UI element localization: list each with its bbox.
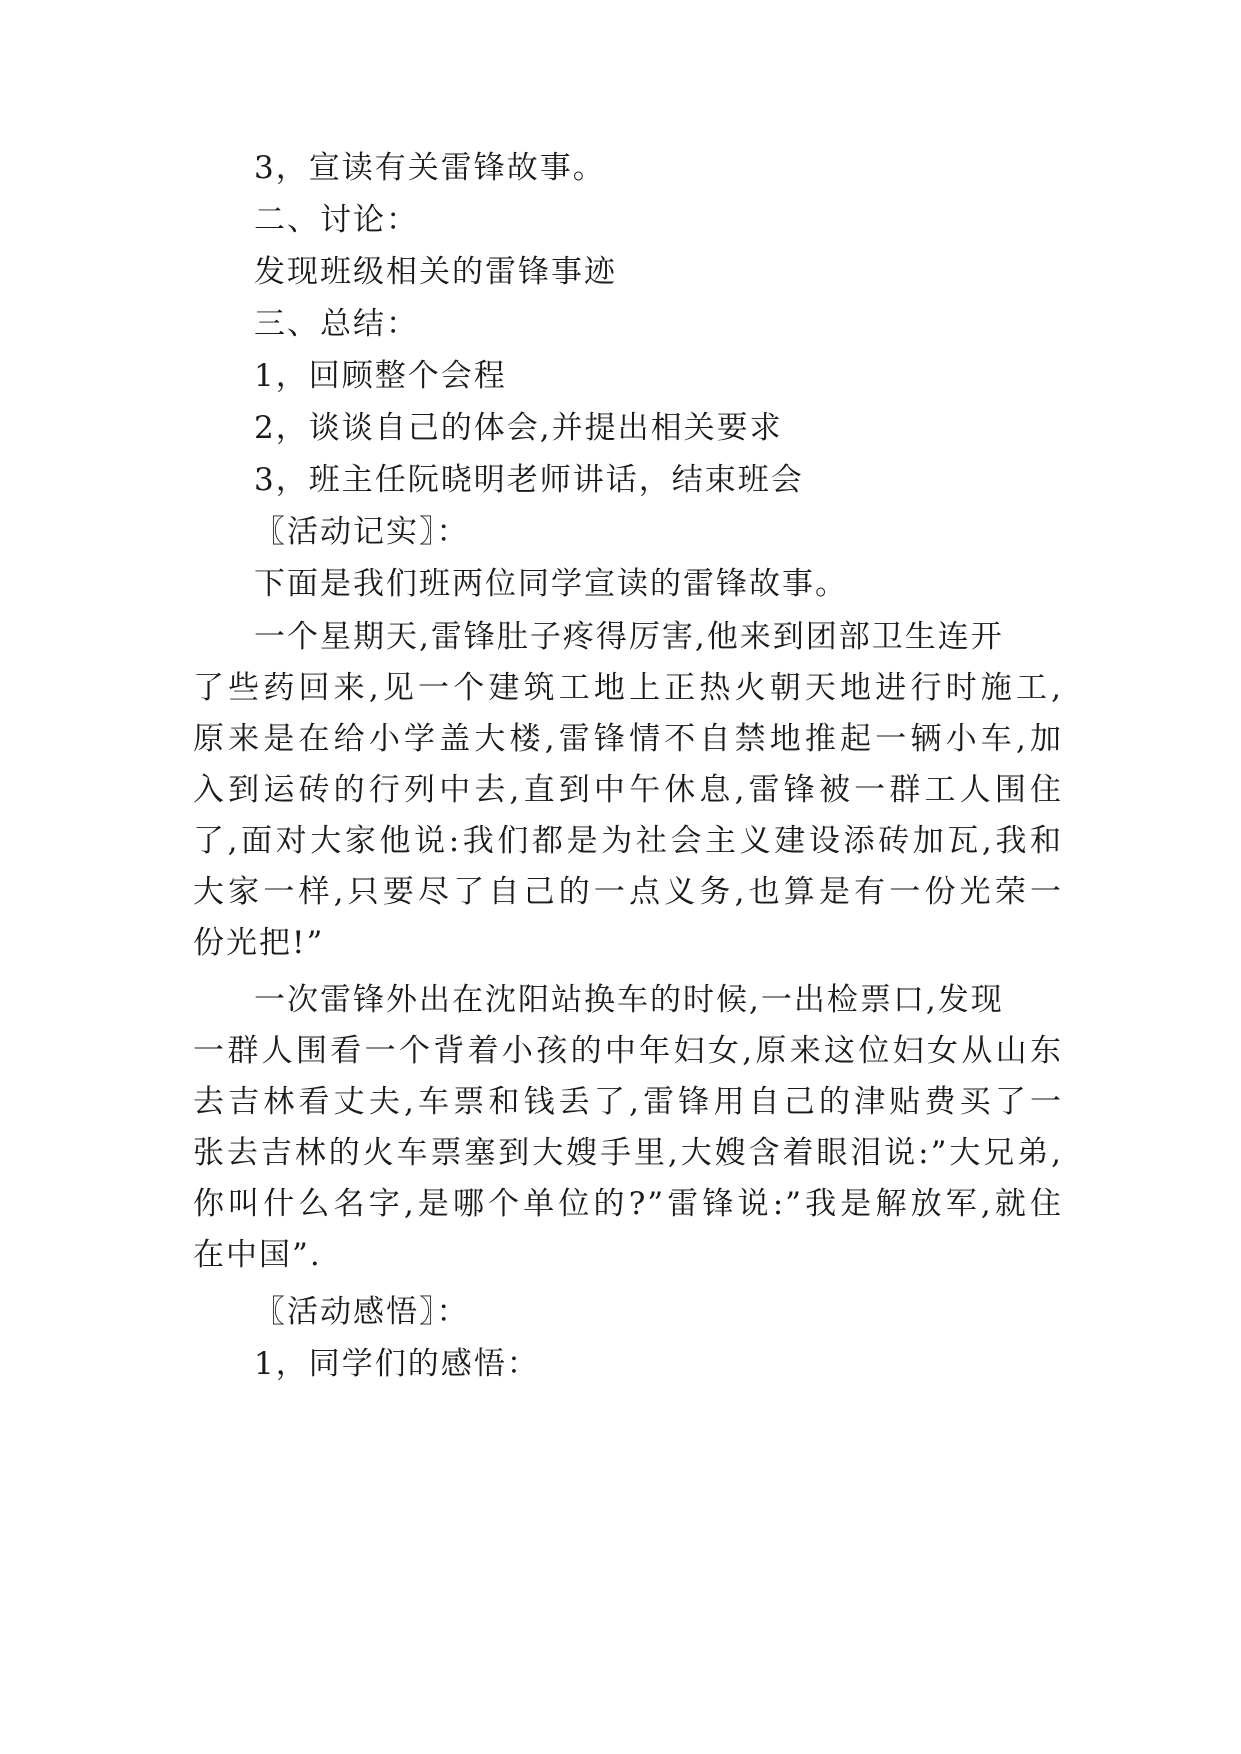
section-heading-summary: 三、总结：	[254, 306, 419, 342]
text-line: 2，谈谈自己的体会,并提出相关要求	[254, 410, 783, 446]
text-line: 发现班级相关的雷锋事迹	[254, 254, 617, 290]
paragraph-line: 一次雷锋外出在沈阳站换车的时候,一出检票口,发现	[254, 982, 1004, 1018]
paragraph-line: 去吉林看丈夫,车票和钱丢了,雷锋用自己的津贴费买了一	[193, 1084, 1063, 1120]
paragraph-line: 份光把!”	[193, 925, 325, 961]
text-line: 1，回顾整个会程	[254, 358, 507, 394]
section-heading-activity-record: 〖活动记实〗：	[254, 514, 470, 550]
text-line: 下面是我们班两位同学宣读的雷锋故事。	[254, 566, 848, 602]
text-line: 3，班主任阮晓明老师讲话，结束班会	[254, 462, 804, 498]
paragraph-line: 一个星期天,雷锋肚子疼得厉害,他来到团部卫生连开	[254, 619, 1004, 655]
paragraph-line: 大家一样,只要尽了自己的一点义务,也算是有一份光荣一	[193, 874, 1063, 910]
paragraph-line: 原来是在给小学盖大楼,雷锋情不自禁地推起一辆小车,加	[193, 721, 1063, 757]
section-heading-discussion: 二、讨论：	[254, 202, 419, 238]
text-line: 1，同学们的感悟：	[254, 1346, 540, 1382]
paragraph-line: 在中国”.	[193, 1237, 322, 1273]
paragraph-line: 张去吉林的火车票塞到大嫂手里,大嫂含着眼泪说:”大兄弟,	[193, 1135, 1063, 1171]
paragraph-line: 你叫什么名字,是哪个单位的?”雷锋说:”我是解放军,就住	[193, 1186, 1063, 1222]
section-heading-activity-reflection: 〖活动感悟〗：	[254, 1294, 470, 1330]
text-line: 3，宣读有关雷锋故事。	[254, 150, 606, 186]
paragraph-line: 了,面对大家他说:我们都是为社会主义建设添砖加瓦,我和	[193, 823, 1063, 859]
paragraph-line: 入到运砖的行列中去,直到中午休息,雷锋被一群工人围住	[193, 772, 1063, 808]
paragraph-line: 一群人围看一个背着小孩的中年妇女,原来这位妇女从山东	[193, 1033, 1063, 1069]
paragraph-line: 了些药回来,见一个建筑工地上正热火朝天地进行时施工,	[193, 670, 1063, 706]
